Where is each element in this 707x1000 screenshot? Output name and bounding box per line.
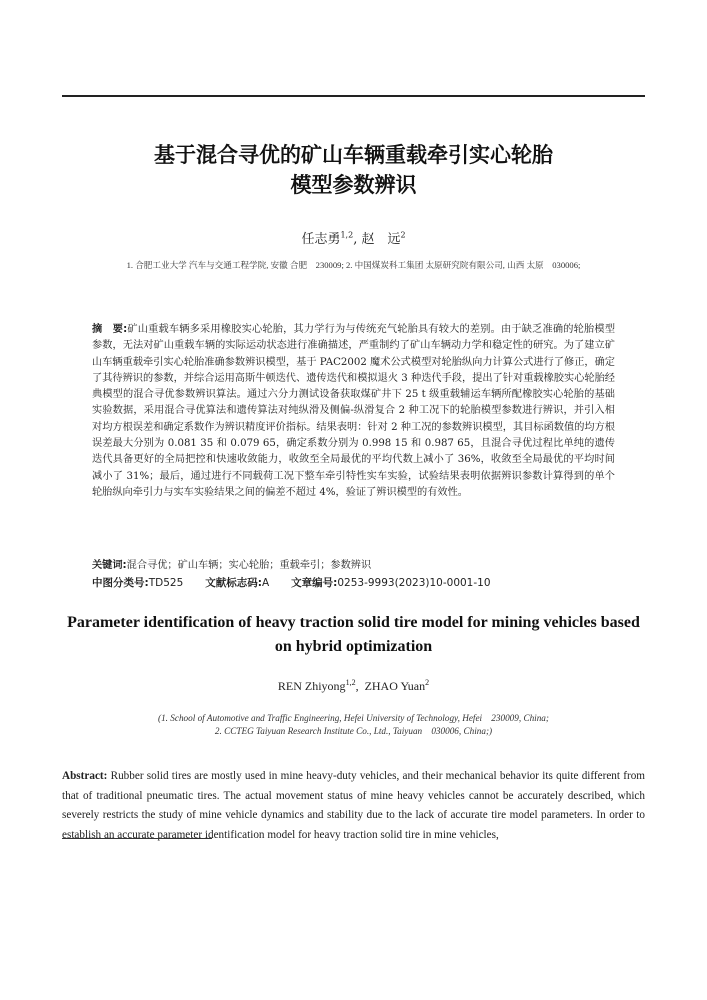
english-authors — [62, 678, 645, 694]
en-author-separator: , — [355, 679, 365, 693]
cn-author-1: 任志勇 — [301, 232, 341, 247]
english-title — [62, 611, 645, 659]
en-abstract-text: Rubber solid tires are mostly used in mine heavy-duty vehicles, and their mechanical behavior its quite different from that of traditional pneumatic tires. The actual movement status of mine heavy vehicles cannot be accurately described, which severely restricts the study of mine vehicle dynamics and stability due to the lack of accurate tire model parameters. In order to establish an accurate parameter identification model for heavy traction solid tire in mine vehicles, — [62, 770, 645, 841]
cn-keywords-label: 关键词: — [92, 560, 127, 571]
chinese-abstract — [92, 322, 615, 501]
doc-code-value: A — [261, 577, 270, 589]
english-title-line-1: Parameter identification of heavy traction solid tire model for mining vehicles based — [67, 614, 640, 631]
cn-author-1-affil: 1,2 — [340, 230, 354, 240]
article-no-value: 0253-9993(2023)10-0001-10 — [337, 577, 491, 589]
english-title-line-2: on hybrid optimization — [274, 638, 433, 655]
cn-author-2-affil: 2 — [400, 230, 406, 240]
chinese-title — [62, 140, 645, 200]
english-affiliation — [62, 712, 645, 738]
cn-class-value: TD525 — [148, 577, 184, 589]
classification-line — [92, 575, 615, 591]
cn-keywords-text: 混合寻优；矿山车辆；实心轮胎；重载牵引；参数辨识 — [126, 560, 372, 571]
en-author-2: ZHAO Yuan — [364, 679, 426, 693]
en-affiliation-line-1: (1. School of Automotive and Traffic Engineering, Hefei University of Technology, Hefei 230009, China; — [158, 713, 549, 723]
chinese-title-line-1: 基于混合寻优的矿山车辆重载牵引实心轮胎 — [154, 143, 553, 167]
en-abstract-label: Abstract: — [62, 770, 108, 782]
chinese-keywords — [92, 558, 615, 574]
footnote-rule — [62, 838, 212, 839]
english-abstract — [62, 767, 645, 845]
chinese-title-line-2: 模型参数辨识 — [290, 173, 417, 197]
cn-author-separator: , — [353, 232, 362, 247]
header-rule — [62, 95, 645, 97]
en-author-2-affil: 2 — [425, 678, 430, 687]
article-no-label: 文章编号: — [291, 577, 338, 589]
en-author-1: REN Zhiyong — [277, 679, 346, 693]
en-affiliation-line-2: 2. CCTEG Taiyuan Research Institute Co., Ltd., Taiyuan 030006, China;) — [214, 726, 493, 736]
cn-abstract-label: 摘 要: — [92, 324, 128, 335]
cn-author-2: 赵 远 — [361, 232, 401, 247]
cn-abstract-text: 矿山重载车辆多采用橡胶实心轮胎，其力学行为与传统充气轮胎具有较大的差别。由于缺乏准确的轮胎模型参数，无法对矿山重载车辆的实际运动状态进行准确描述，严重制约了矿山车辆动力学和稳定性的研究。为了建立矿山车辆重载牵引实心轮胎准确参数辨识模型，基于 PAC2002 魔术公式模型对轮胎纵向力计算公式进行了修正，确定了其待辨识的参数，并综合运用高斯牛顿迭代、遗传迭代和模拟退火 3 种迭代手段，提出了针对重载橡胶实心轮胎经典模型的混合寻优参数辨识算法。通过六分力测试设备获取煤矿井下 25 t 级重载辅运车辆所配橡胶实心轮胎的基础实验数据，采用混合寻优算法和遗传算法对纯纵滑及侧偏-纵滑复合 2 种工况下的轮胎模型参数进行辨识，并引入相对均方根误差和确定系数作为辨识精度评价指标。结果表明：针对 2 种工况的参数辨识模型，其目标函数值的均方根误差最大分别为 0.081 35 和 0.079 65，确定系数分别为 0.998 15 和 0.987 65，且混合寻优过程比单纯的遗传迭代具备更好的全局把控和快速收敛能力，收敛至全局最优的平均代数上减小了 36%，收敛至全局最优的平均时间减小了 31%；最后，通过进行不同载荷工况下整车牵引特性实车实验，试验结果表明依据辨识参数计算得到的单个轮胎纵向牵引力与实车实验结果之间的偏差不超过 4%，验证了辨识模型的有效性。 — [92, 324, 616, 498]
en-author-1-affil: 1,2 — [345, 678, 356, 687]
chinese-authors — [62, 228, 645, 247]
doc-code-label: 文献标志码: — [205, 577, 262, 589]
cn-class-label: 中图分类号: — [92, 577, 149, 589]
chinese-affiliation: 1. 合肥工业大学 汽车与交通工程学院, 安徽 合肥 230009; 2. 中国煤炭科工集团 太原研究院有限公司, 山西 太原 030006; — [126, 260, 581, 270]
